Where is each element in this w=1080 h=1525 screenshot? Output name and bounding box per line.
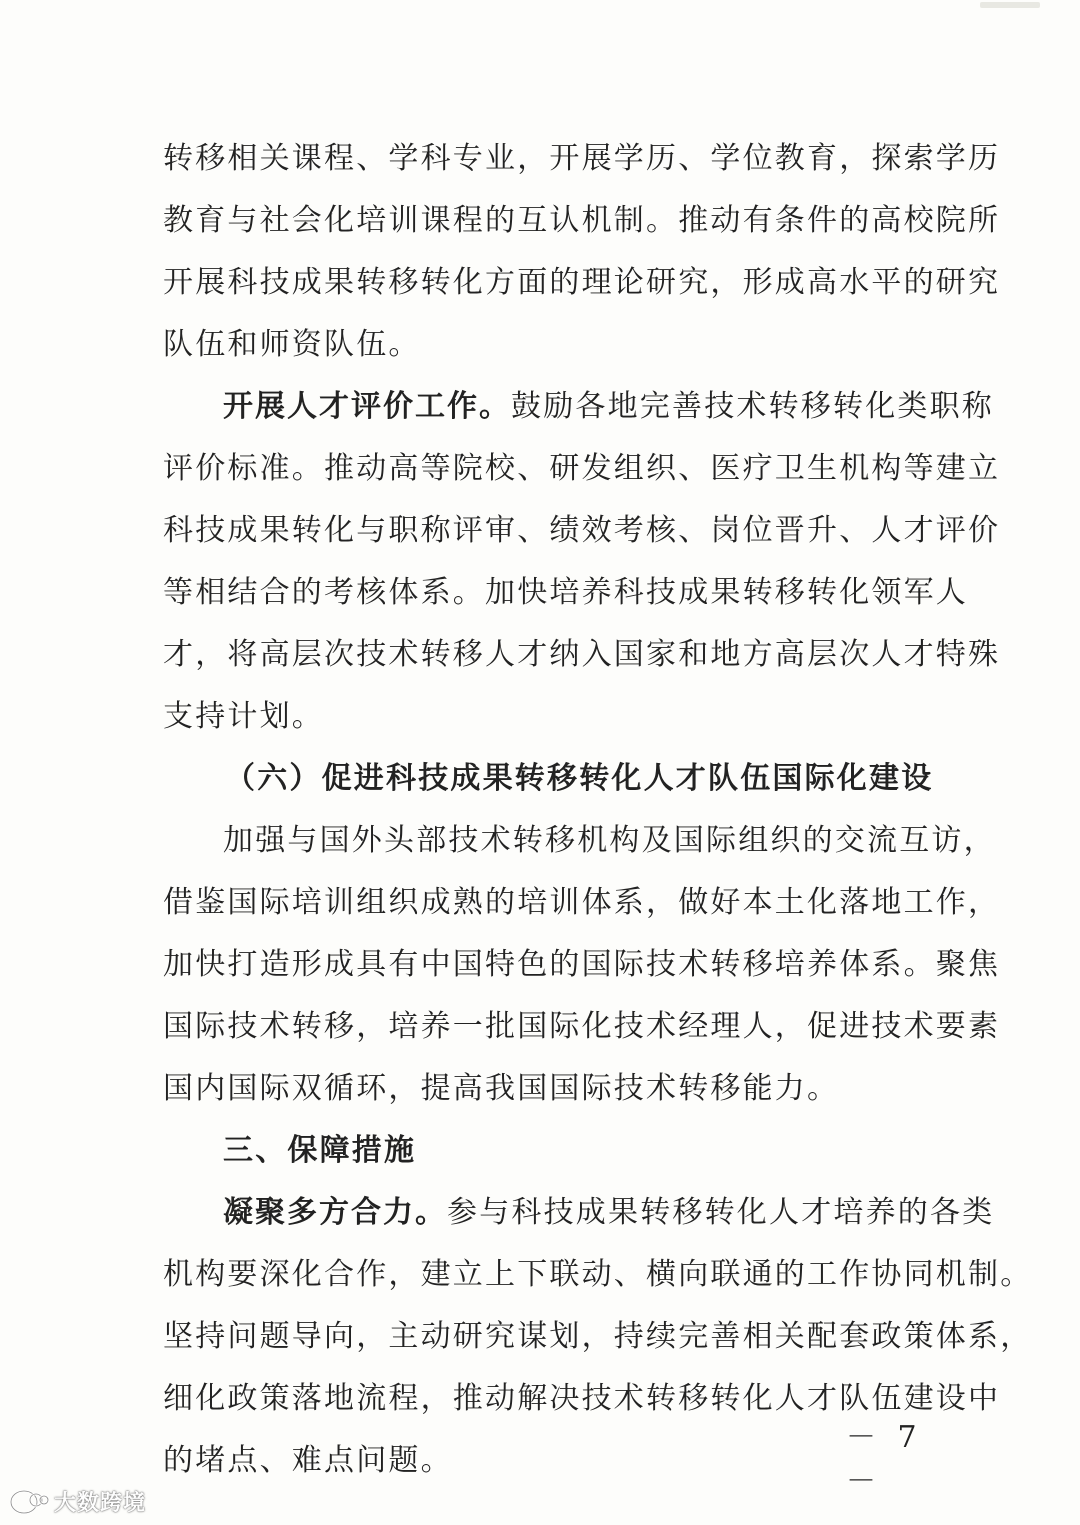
document-body (163, 128, 1033, 1492)
paragraph-3-line-1: 加强与国外头部技术转移机构及国际组织的交流互访， (223, 823, 996, 858)
paragraph-2-line-1 (163, 376, 994, 438)
paragraph-4-line-1 (163, 1182, 995, 1244)
paragraph-2-lead: 开展人才评价工作。 (223, 389, 511, 424)
paragraph-4-line-5: 的堵点、难点问题。 (163, 1443, 453, 1478)
paragraph-3-line-5: 国内国际双循环，提高我国国际技术转移能力。 (163, 1071, 840, 1106)
paragraph-2-line-3: 科技成果转化与职称评审、绩效考核、岗位晋升、人才评价 (163, 513, 1001, 548)
section-heading-three: 三、保障措施 (223, 1133, 417, 1168)
watermark (8, 1486, 146, 1517)
paragraph-2-first-rest: 鼓励各地完善技术转移转化类职称 (511, 389, 994, 424)
paragraph-2-line-4: 等相结合的考核体系。加快培养科技成果转移转化领军人 (163, 575, 968, 610)
paragraph-2-line-5: 才，将高层次技术转移人才纳入国家和地方高层次人才特殊 (163, 637, 1001, 672)
chat-bubble-logo-icon (8, 1487, 50, 1517)
subheading-six: （六）促进科技成果转移转化人才队伍国际化建设 (225, 761, 934, 796)
scan-artifact (980, 2, 1040, 8)
paragraph-3-line-2: 借鉴国际培训组织成熟的培训体系，做好本土化落地工作， (163, 885, 1001, 920)
paragraph-4-first-rest: 参与科技成果转移转化人才培养的各类 (447, 1195, 995, 1230)
paragraph-4-lead: 凝聚多方合力。 (223, 1195, 447, 1230)
paragraph-2-line-2: 评价标准。推动高等院校、研发组织、医疗卫生机构等建立 (163, 451, 1001, 486)
paragraph-4-line-2: 机构要深化合作，建立上下联动、横向联通的工作协同机制。 (163, 1257, 1033, 1292)
paragraph-1-line-1: 转移相关课程、学科专业，开展学历、学位教育，探索学历 (163, 141, 1001, 176)
watermark-text: 大数跨境 (54, 1491, 147, 1516)
paragraph-4-line-3: 坚持问题导向，主动研究谋划，持续完善相关配套政策体系， (163, 1319, 1033, 1354)
paragraph-3-line-3: 加快打造形成具有中国特色的国际技术转移培养体系。聚焦 (163, 947, 1001, 982)
paragraph-4-line-4: 细化政策落地流程，推动解决技术转移转化人才队伍建设中 (163, 1381, 1001, 1416)
paragraph-1-line-3: 开展科技成果转移转化方面的理论研究，形成高水平的研究 (163, 265, 1001, 300)
page-number: － 7 － (846, 1420, 923, 1499)
paragraph-2-line-6: 支持计划。 (163, 699, 324, 734)
paragraph-1-line-4: 队伍和师资队伍。 (163, 327, 421, 362)
paragraph-3-line-4: 国际技术转移，培养一批国际化技术经理人，促进技术要素 (163, 1009, 1001, 1044)
paragraph-1-line-2: 教育与社会化培训课程的互认机制。推动有条件的高校院所 (163, 203, 1001, 238)
